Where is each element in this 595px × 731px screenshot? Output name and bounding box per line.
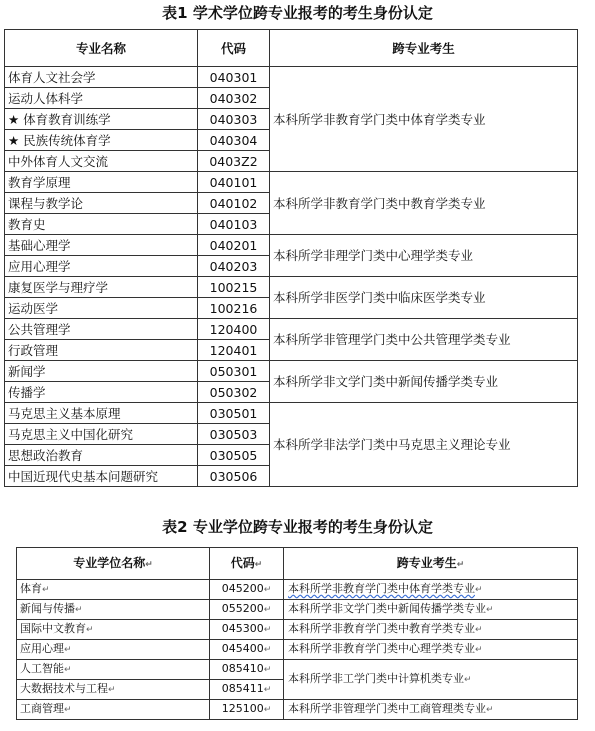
major-code-cell [210,600,284,620]
paragraph-mark: ↵ [64,705,72,715]
identity-text: 本科所学非医学门类中临床医学类专业 [273,290,486,305]
major-code: 045300 [221,622,264,635]
major-name-cell [5,424,198,445]
table-row [5,361,578,382]
major-code-cell [198,151,270,172]
identity-text: 本科所学非教育学门类中体育学类专业 [273,111,486,127]
major-code: 045400 [221,642,264,655]
paragraph-mark: ↵ [486,705,494,715]
major-name-cell [17,620,210,640]
major-name: 思想政治教育 [8,447,84,463]
table-row [5,67,578,88]
major-name: 马克思主义基本原理 [8,405,121,421]
major-code: 055200 [221,602,264,615]
major-name: 新闻与传播 [20,602,75,615]
identity-text: 本科所学非文学门类中新闻传播学类专业 [288,602,486,615]
identity-cell [270,319,578,361]
table1-header-identity: 跨专业考生 [270,30,578,67]
major-code: 030506 [209,468,258,484]
major-code-cell [198,424,270,445]
table-row [17,700,578,720]
paragraph-mark: ↵ [263,705,272,715]
paragraph-mark: ↵ [263,605,272,615]
table-row [5,403,578,424]
major-code: 085410 [221,662,264,675]
identity-cell [284,580,578,600]
major-code: 030503 [209,426,258,442]
major-name: 康复医学与理疗学 [8,279,109,295]
identity-cell [270,172,578,235]
identity-text: 本科所学非管理学门类中公共管理学类专业 [273,332,511,347]
major-name: 教育学原理 [8,174,71,190]
table-row [5,319,578,340]
major-code: 050302 [209,384,258,400]
major-name-cell [5,403,198,424]
major-code-cell [198,361,270,382]
major-name: 国际中文教育 [20,622,86,635]
table-row [17,660,578,680]
major-code-cell [198,298,270,319]
major-code-cell [198,382,270,403]
major-name: 应用心理学 [8,258,71,274]
major-code: 040203 [209,258,258,274]
major-code: 040301 [209,69,258,85]
major-name: 运动人体科学 [8,90,84,106]
major-code-cell [198,340,270,361]
major-name-cell [5,256,198,277]
major-code-cell [210,640,284,660]
identity-cell [284,620,578,640]
major-name: ★ 民族传统体育学 [8,132,111,148]
major-code-cell [198,235,270,256]
paragraph-mark: ↵ [486,605,494,615]
major-name-cell [5,382,198,403]
major-code-cell [210,580,284,600]
identity-cell [270,67,578,172]
identity-cell [284,600,578,620]
major-name: 新闻学 [8,363,46,379]
major-code-cell [198,319,270,340]
paragraph-mark: ↵ [64,665,72,675]
paragraph-mark: ↵ [263,625,272,635]
major-code: 040201 [209,237,258,253]
major-code-cell [210,680,284,700]
paragraph-mark: ↵ [263,665,272,675]
major-name-cell [5,214,198,235]
major-code: 100215 [209,279,258,295]
major-name-cell [5,445,198,466]
major-code-cell [198,214,270,235]
major-code-cell [198,193,270,214]
major-name: ★ 体育教育训练学 [8,111,111,127]
identity-cell [270,277,578,319]
major-code: 030505 [209,447,258,463]
paragraph-mark: ↵ [75,605,83,615]
major-name-cell [5,235,198,256]
table2-header-row [17,548,578,580]
identity-text: 本科所学非文学门类中新闻传播学类专业 [273,374,499,389]
identity-cell [270,235,578,277]
major-name-cell [5,193,198,214]
major-name: 运动医学 [8,300,59,316]
major-code: 0403Z2 [209,153,258,169]
major-code: 120401 [209,342,258,358]
paragraph-mark: ↵ [475,645,483,655]
major-name-cell [5,88,198,109]
identity-text: 本科所学非工学门类中计算机类专业 [288,672,464,685]
major-name-cell [5,298,198,319]
major-code: 040102 [209,195,258,211]
major-name-cell [5,67,198,88]
major-name-cell [5,340,198,361]
identity-text: 本科所学非教育学门类中教育学类专业 [288,622,475,635]
major-code: 030501 [209,405,258,421]
major-name-cell [5,172,198,193]
table-row [17,620,578,640]
table-row [5,172,578,193]
paragraph-mark: ↵ [263,645,272,655]
major-name: 公共管理学 [8,321,71,337]
paragraph-mark: ↵ [475,585,483,595]
major-code: 085411 [221,682,264,695]
major-code: 040101 [209,174,258,190]
table1-header-row [5,30,578,67]
major-name: 体育 [20,582,42,595]
identity-cell [270,361,578,403]
major-code-cell [198,277,270,298]
major-name: 中国近现代史基本问题研究 [8,468,159,484]
table2-title: 表2 专业学位跨专业报考的考生身份认定 [162,518,433,536]
major-name-cell [17,700,210,720]
identity-text: 本科所学非教育学门类中心理学类专业 [288,642,475,655]
major-code-cell [198,445,270,466]
table-row [17,640,578,660]
identity-text: 本科所学非管理学门类中工商管理类专业 [288,702,486,715]
identity-cell [284,660,578,700]
major-code: 040302 [209,90,258,106]
table-row [17,600,578,620]
paragraph-mark: ↵ [64,645,72,655]
major-name: 中外体育人文交流 [8,153,109,169]
major-name: 工商管理 [20,702,64,715]
major-code-cell [210,660,284,680]
identity-cell [270,403,578,487]
paragraph-mark: ↵ [464,675,472,685]
major-name-cell [5,130,198,151]
major-code-cell [210,700,284,720]
major-name-cell [17,640,210,660]
major-name-cell [5,466,198,487]
major-name: 教育史 [8,216,46,232]
table2-header-code: 代码↵ [210,548,284,580]
major-code: 050301 [209,363,258,379]
table2-header-name: 专业学位名称↵ [17,548,210,580]
major-code: 100216 [209,300,258,316]
major-name: 传播学 [8,384,46,400]
major-code: 040103 [209,216,258,232]
identity-cell [284,700,578,720]
table-row [5,277,578,298]
major-name-cell [5,277,198,298]
table1-header-name: 专业名称 [5,30,198,67]
major-code-cell [198,403,270,424]
paragraph-mark: ↵ [263,585,272,595]
major-name-cell [17,660,210,680]
major-name-cell [17,600,210,620]
identity-text: 本科所学非教育学门类中体育学类专业 [288,582,475,595]
table-row [17,580,578,600]
major-code: 125100 [221,702,264,715]
major-name: 基础心理学 [8,237,71,253]
major-code-cell [198,88,270,109]
major-code-cell [198,172,270,193]
paragraph-mark: ↵ [42,585,50,595]
major-code-cell [210,620,284,640]
major-name: 马克思主义中国化研究 [8,426,134,442]
major-name-cell [5,319,198,340]
paragraph-mark: ↵ [108,685,116,695]
major-name-cell [17,680,210,700]
table-row [5,235,578,256]
major-code: 040304 [209,132,258,148]
major-name: 人工智能 [20,662,64,675]
identity-text: 本科所学非教育学门类中教育学类专业 [273,195,486,211]
identity-text: 本科所学非理学门类中心理学类专业 [273,248,474,263]
paragraph-mark: ↵ [263,685,272,695]
major-code-cell [198,256,270,277]
major-name: 应用心理 [20,642,64,655]
identity-cell [284,640,578,660]
major-code: 120400 [209,321,258,337]
major-name-cell [17,580,210,600]
major-code-cell [198,67,270,88]
major-name-cell [5,151,198,172]
major-code: 045200 [221,582,264,595]
major-name: 行政管理 [8,342,59,358]
major-name-cell [5,361,198,382]
major-code: 040303 [209,111,258,127]
table2 [16,547,578,720]
major-name: 课程与教学论 [8,195,84,211]
major-name: 大数据技术与工程 [20,682,108,695]
identity-text: 本科所学非法学门类中马克思主义理论专业 [273,437,511,452]
paragraph-mark: ↵ [475,625,483,635]
major-code-cell [198,109,270,130]
paragraph-mark: ↵ [86,625,94,635]
major-name: 体育人文社会学 [8,69,96,85]
table1-header-code: 代码 [198,30,270,67]
table1-title: 表1 学术学位跨专业报考的考生身份认定 [162,4,433,22]
major-code-cell [198,466,270,487]
major-name-cell [5,109,198,130]
table1 [4,29,578,487]
table2-header-identity: 跨专业考生↵ [284,548,578,580]
major-code-cell [198,130,270,151]
